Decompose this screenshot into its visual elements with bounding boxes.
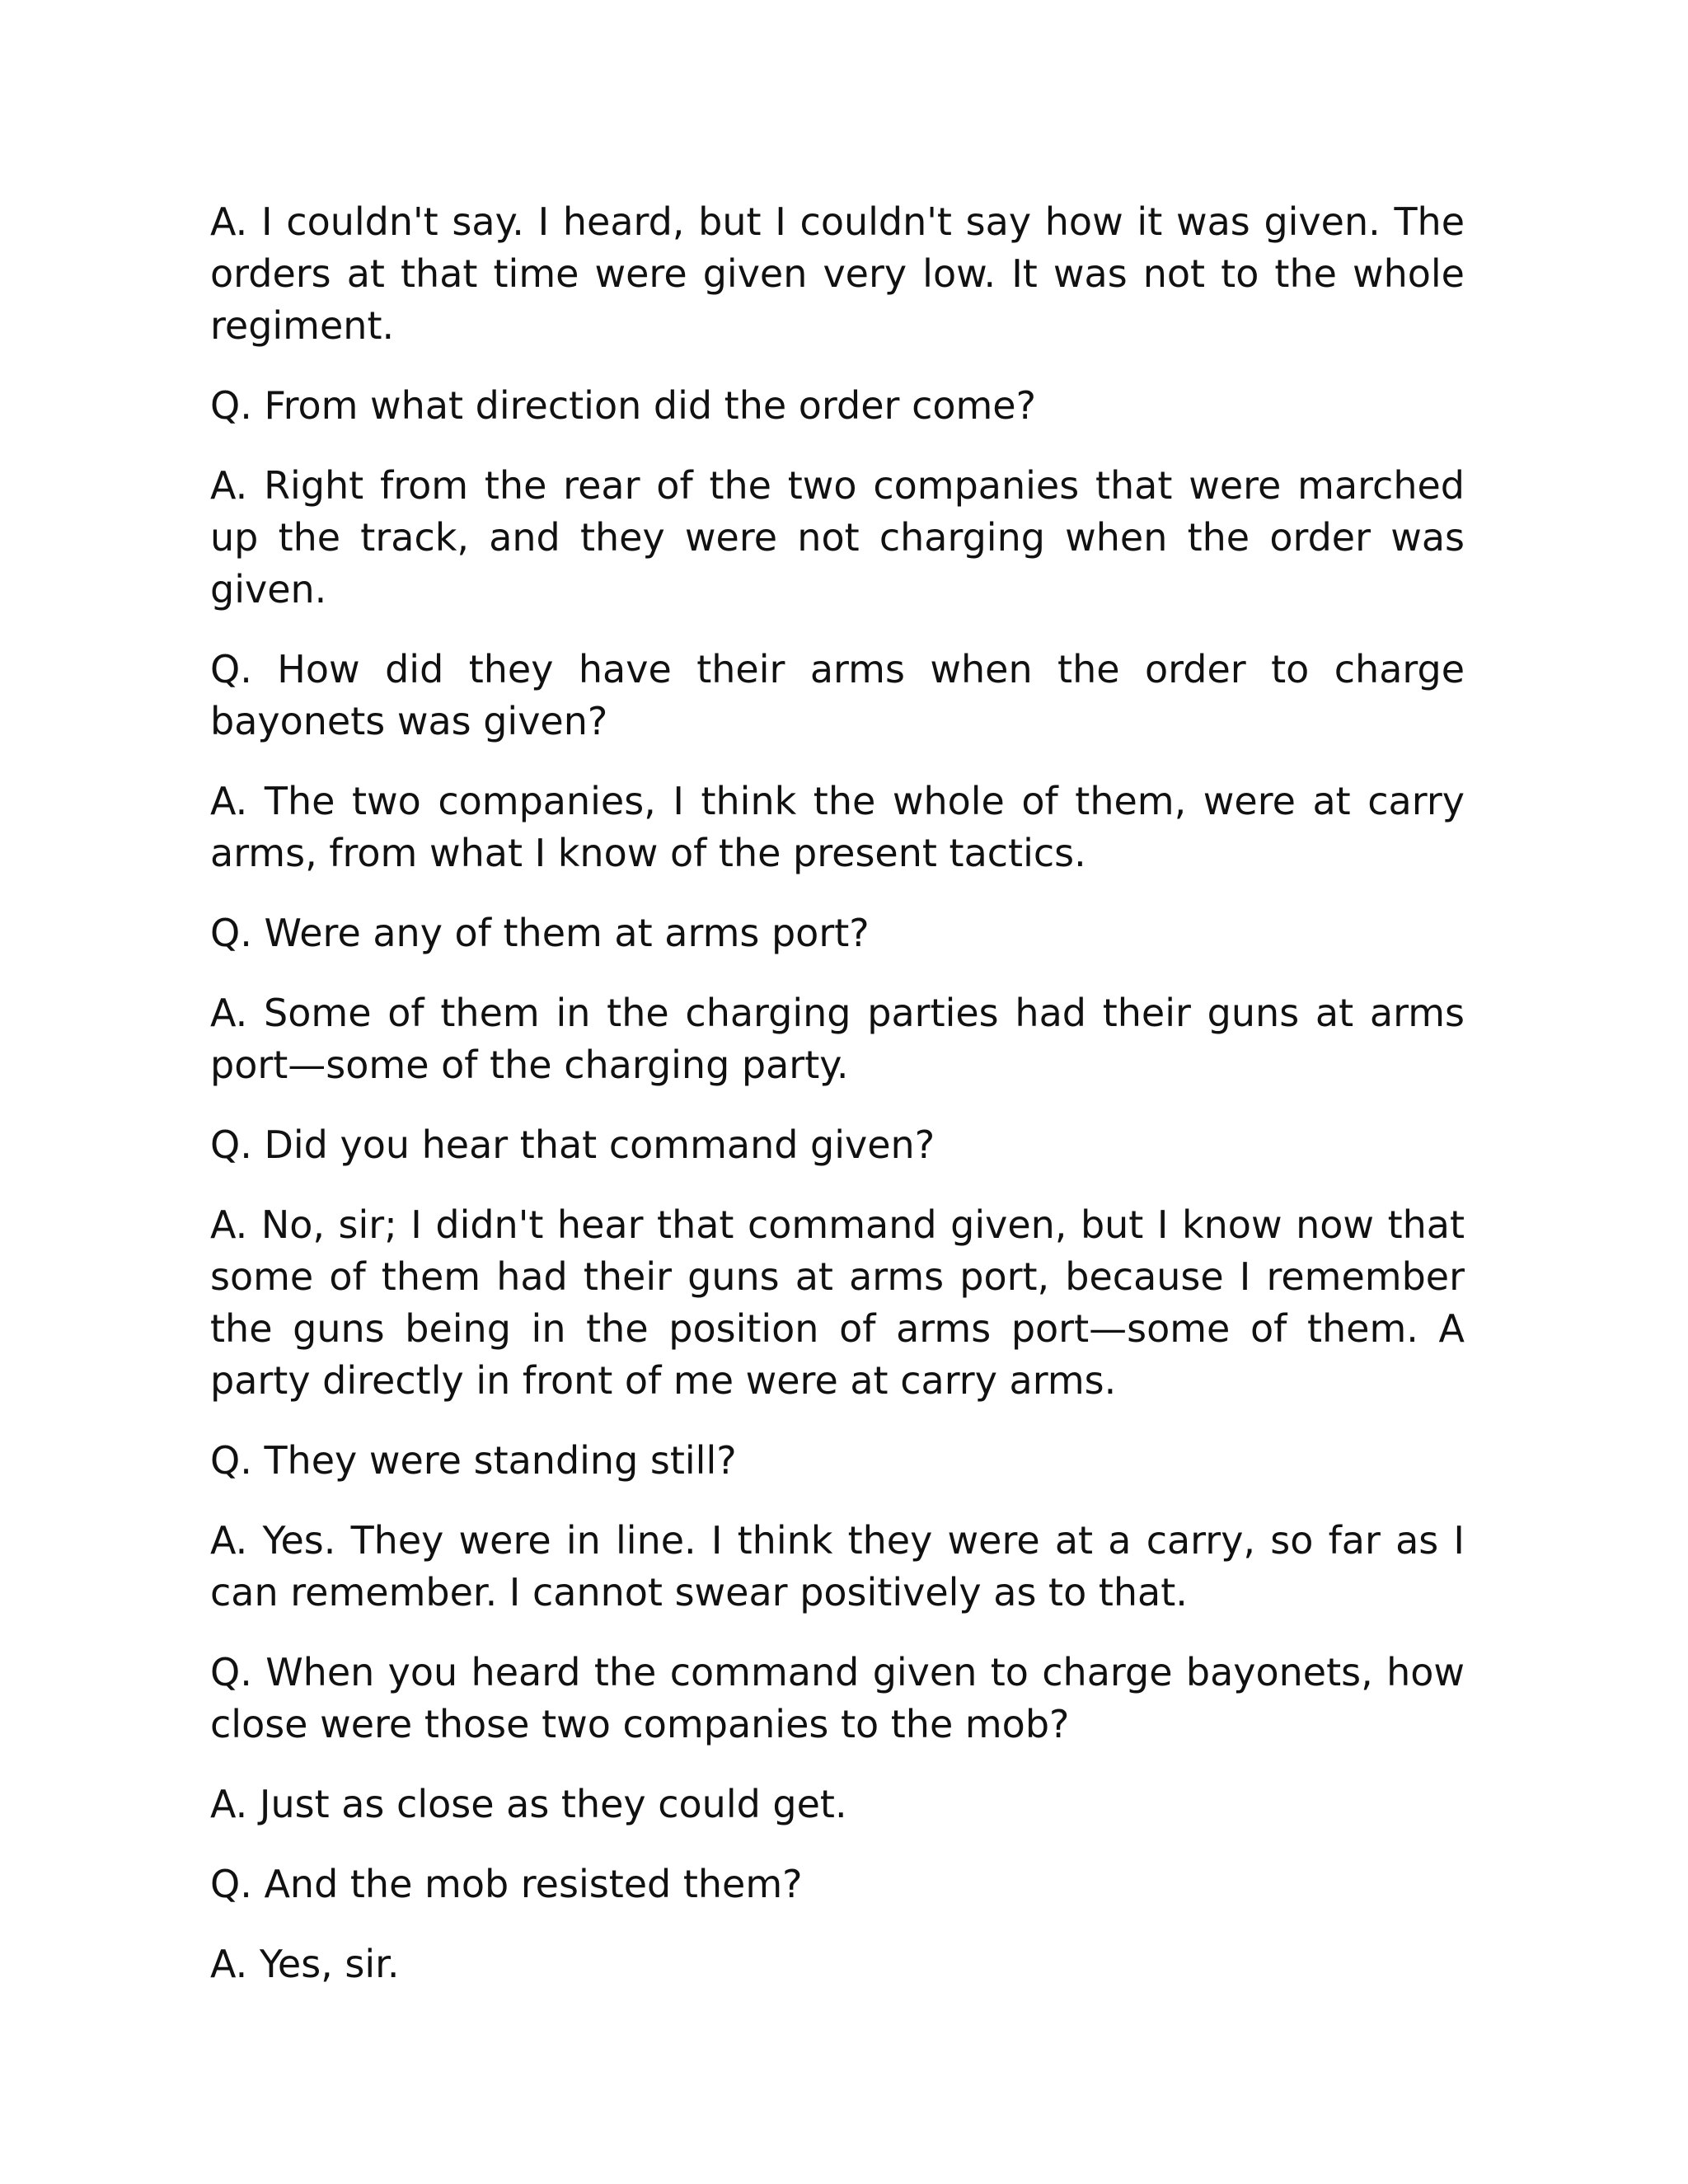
question-paragraph: Q. How did they have their arms when the order to charge bayonets was given?	[210, 647, 1465, 743]
answer-paragraph: A. I couldn't say. I heard, but I couldn't say how it was given. The orders at that time were given very low. It was not to the whole regiment.	[210, 199, 1465, 348]
answer-paragraph: A. Yes. They were in line. I think they were at a carry, so far as I can remember. I cannot swear positively as to that.	[210, 1518, 1465, 1615]
answer-paragraph: A. Just as close as they could get.	[210, 1782, 847, 1826]
question-paragraph: Q. Did you hear that command given?	[210, 1122, 935, 1167]
question-paragraph: Q. When you heard the command given to charge bayonets, how close were those two companies to the mob?	[210, 1650, 1465, 1746]
question-paragraph: Q. And the mob resisted them?	[210, 1862, 803, 1906]
answer-paragraph: A. Some of them in the charging parties had their guns at arms port—some of the charging party.	[210, 991, 1465, 1087]
document-page	[210, 196, 1465, 2018]
question-paragraph: Q. They were standing still?	[210, 1438, 737, 1483]
answer-paragraph: A. Yes, sir.	[210, 1942, 400, 1986]
question-paragraph: Q. Were any of them at arms port?	[210, 911, 870, 955]
answer-paragraph: A. No, sir; I didn't hear that command given, but I know now that some of them had their guns at arms port, because I remember the guns being in the position of arms port—some of them. A party directly in front of me were at carry arms.	[210, 1202, 1465, 1403]
answer-paragraph: A. The two companies, I think the whole of them, were at carry arms, from what I know of the present tactics.	[210, 779, 1465, 875]
answer-paragraph: A. Right from the rear of the two companies that were marched up the track, and they were not charging when the order was given.	[210, 463, 1465, 612]
question-paragraph: Q. From what direction did the order come?	[210, 383, 1037, 428]
